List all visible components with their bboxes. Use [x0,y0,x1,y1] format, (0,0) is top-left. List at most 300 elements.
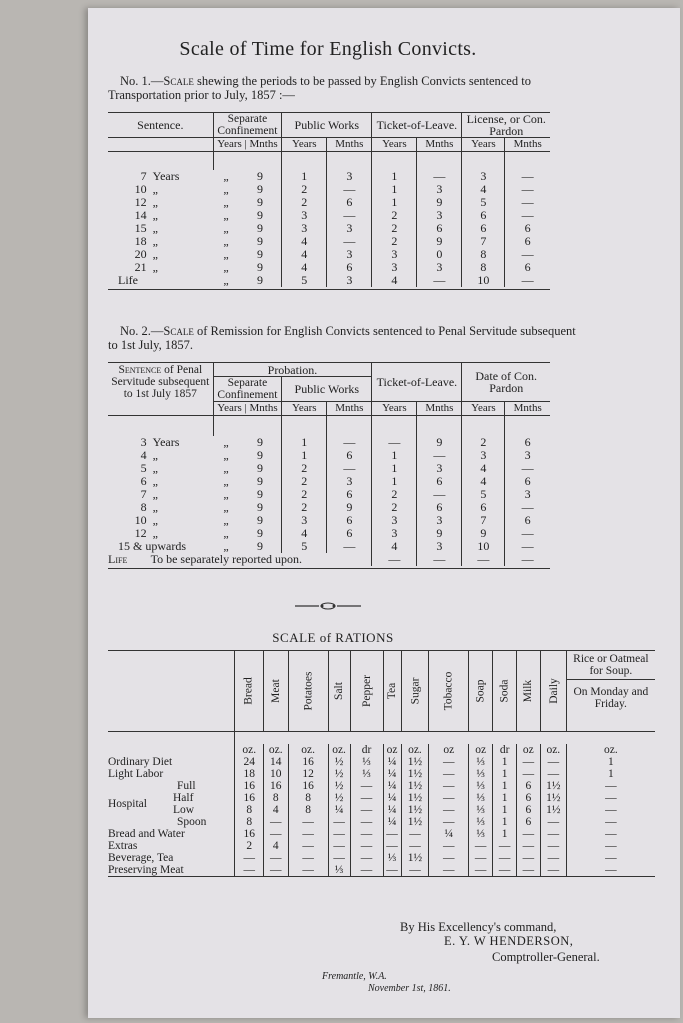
scale2-life-dash-4: — [505,553,550,566]
scale1-cell: 7 [462,235,505,248]
scale2-cell: 2 [372,501,417,514]
rations-cell: ¼ [328,804,350,816]
scale2-cell: 6 [417,475,462,488]
scale2-cell: 12 [134,526,147,540]
rations-row-label: Extras [108,840,138,852]
rations-unit: oz [517,744,540,756]
scale2-cell: — [505,462,550,475]
rations-cell: ¼ [383,768,401,780]
scale1-sub-years-1: Years [217,138,242,150]
scale1-cell: 4 [462,183,505,196]
scale2-cell: „ [223,474,229,488]
scale1-cell: 2 [372,222,417,235]
scale1-cell: 21 [134,260,147,274]
scale1-cell: 5 [282,274,327,287]
rations-row-label: Light Labor [108,768,164,780]
scale1-cell: 4 [282,235,327,248]
scale2-sub-years-4: Years [462,402,505,416]
scale2-cell: 4 [462,462,505,475]
scale1-cell: — [505,183,550,196]
scale2-cell: 2 [462,436,505,449]
scale1-sub-years-4: Years [462,138,505,152]
scale2-cell: 8 [140,500,147,514]
scale2-cell: 4 [462,475,505,488]
scale1-cell: — [505,196,550,209]
scale2-cell: Years [152,435,180,449]
rations-cell: — [567,780,655,792]
rations-cell: — [328,852,350,864]
scale2-sub-mnths-3: Mnths [417,402,462,416]
rations-row-label: Preserving Meat [108,864,184,876]
scale2-cell: 9 [417,436,462,449]
scale1-cell: 10 [462,274,505,287]
scale1-cell: „ [152,234,158,248]
rations-col-soda: Soda [493,651,517,732]
scale1-cell: 9 [257,182,264,196]
scale1-cell: 1 [372,196,417,209]
scale1-cell: Years [152,169,180,183]
scale2-cell: 10 [134,513,147,527]
scale2-sub-years-3: Years [372,402,417,416]
rations-cell: 1 [493,828,517,840]
rations-cell: 1½ [401,804,429,816]
scale1-cell: 8 [462,248,505,261]
rations-cell: — [540,864,567,877]
scale1-cell: „ [152,260,158,274]
scale2-intro-text: of Remission for English Convicts sentenced to Penal Servitude subsequent to 1st July, 1857. [108,324,576,352]
scale2-cell: „ [152,461,158,475]
scale1-cell: 8 [462,261,505,274]
rations-cell: 16 [288,780,328,792]
scale1-cell: 3 [417,209,462,222]
rations-unit: oz [383,744,401,756]
scale1-cell: „ [223,195,229,209]
rations-cell: — [540,840,567,852]
rations-cell: ⅓ [328,864,350,877]
rations-cell: 16 [288,756,328,768]
rations-row [108,768,655,780]
scale2-life-label: Life [108,552,128,566]
scale1-cell: „ [152,195,158,209]
footer-command: By His Excellency's command, [400,920,557,934]
rations-cell: ⅓ [469,804,493,816]
footer-name: E. Y. W HENDERSON, [444,934,574,948]
scale2-header-ticket: Ticket-of-Leave. [372,363,462,402]
scale1-cell: 3 [372,248,417,261]
rations-cell: — [350,792,383,804]
rations-cell: 1 [493,756,517,768]
scale1-cell: 4 [282,248,327,261]
rations-cell: 1 [493,780,517,792]
scale1-cell: — [505,170,550,183]
rations-cell: — [517,852,540,864]
scale1-cell: 6 [505,222,550,235]
rations-cell: 10 [263,768,288,780]
rations-cell: — [350,840,383,852]
scale1-cell: — [327,235,372,248]
scale2-cell: 3 [140,435,147,449]
scale2-cell: — [505,540,550,553]
scale1-cell: — [417,170,462,183]
rations-row-label: Spoon [176,816,207,828]
rations-cell: 1½ [540,792,567,804]
rations-row [108,804,655,816]
scale2-sub-mnths-2: Mnths [327,402,372,416]
scale1-cell: „ [223,260,229,274]
scale1-cell: 3 [327,170,372,183]
scale2-cell: 6 [327,488,372,501]
scale1-intro-text: shewing the periods to be passed by English Convicts sentenced to Transportation prior to July, 1857 :— [108,74,531,102]
scale2-cell: 3 [462,449,505,462]
scale2-cell: 3 [327,475,372,488]
rations-cell: ⅓ [383,852,401,864]
scale2-cell: 9 [462,527,505,540]
scale1-cell: 6 [462,209,505,222]
rations-cell: — [567,864,655,877]
scale1-cell: 1 [282,170,327,183]
scale2-cell: 6 [462,501,505,514]
scale1-cell: 6 [417,222,462,235]
scale2-cell: 3 [372,527,417,540]
rations-cell: — [288,840,328,852]
rations-cell: 8 [288,804,328,816]
rations-cell: — [517,864,540,877]
rations-cell: — [567,828,655,840]
rations-cell: 1½ [540,804,567,816]
scale1-cell: 9 [257,208,264,222]
scale1-table: Sentence. Separate Confinement Public Works Ticket-of-Leave. License, or Con. Pardon Years | Mnths Years Mnths Years Mnths Years Mnths 7 Years „ 9 1 3 1 — 3 — 10 „ „ 9 2 — 1 3 4 — 12 „ „ 9 2 6 1 9 5 — 14 „ „ 9 3 — 2 3 6 — 15 „ „ 9 3 3 2 6 6 6 18 „ „ 9 4 — 2 9 7 6 20 „ „ 9 4 3 3 0 8 — 21 „ „ 9 4 6 3 3 8 6 Life „ 9 5 3 4 — 10 — [108,112,550,290]
rations-cell: — [429,780,469,792]
rations-cell: — [328,828,350,840]
scale2-sub-years-2: Years [282,402,327,416]
rations-cell: 8 [263,792,288,804]
rations-hospital-label: Hospital [108,798,147,810]
scale2-sub-mnths-4: Mnths [505,402,550,416]
scale2-cell: „ [223,435,229,449]
scale1-cell: 6 [505,235,550,248]
scale2-cell: „ [152,513,158,527]
rations-row-label: Ordinary Diet [108,756,173,768]
rations-cell: 1½ [401,756,429,768]
scale1-cell: 12 [134,195,147,209]
rations-cell: 6 [517,792,540,804]
scale1-cell: — [417,274,462,287]
scale2-cell: — [505,527,550,540]
rations-cell: ¼ [383,816,401,828]
rations-cell: — [429,756,469,768]
scale1-cell: — [327,183,372,196]
scale1-header-sentence: Sentence. [108,113,213,138]
rations-col-daily: Daily [540,651,567,732]
scale1-cell: „ [223,234,229,248]
document-page [88,8,680,1018]
scale2-cell: 5 [282,540,327,553]
scale1-sub-years-3: Years [372,138,417,152]
scale1-cell: „ [223,169,229,183]
rations-cell: — [540,828,567,840]
scale1-cell: 2 [372,235,417,248]
rations-cell: — [235,852,263,864]
rations-cell: ¼ [429,828,469,840]
rations-cell: 18 [235,768,263,780]
rations-cell: 1½ [401,852,429,864]
scale1-cell: 1 [372,183,417,196]
scale2-cell: 10 [462,540,505,553]
rations-cell: — [493,864,517,877]
scale2-cell: 2 [372,488,417,501]
rations-cell: 12 [288,768,328,780]
scale2-cell: 3 [372,514,417,527]
scale1-cell: „ [223,247,229,261]
scale2-cell: 9 [257,526,264,540]
scale2-header-separate: Separate Confinement [213,377,282,402]
rations-row-label: Low [172,804,195,816]
rations-cell: ½ [328,756,350,768]
rations-col-soap: Soap [469,651,493,732]
rations-cell: — [493,852,517,864]
rations-cell: — [328,840,350,852]
scale2-cell: „ [223,461,229,475]
scale1-cell: 3 [282,209,327,222]
scale1-cell: 3 [327,222,372,235]
rations-cell: — [288,864,328,877]
rations-cell: — [540,852,567,864]
rations-cell: — [401,864,429,877]
scale1-cell: 6 [327,196,372,209]
scale1-cell: „ [223,208,229,222]
rations-cell: — [383,840,401,852]
scale1-header-separate: Separate Confinement [213,113,282,138]
scale1-cell: — [327,209,372,222]
rations-cell: — [235,864,263,877]
scale2-cell: 6 [417,501,462,514]
rations-col-potatoes: Potatoes [288,651,328,732]
rations-unit: dr [350,744,383,756]
scale1-cell: 3 [327,274,372,287]
rations-row [108,780,655,792]
scale2-life-dash-3: — [462,553,505,566]
rations-cell: 6 [517,816,540,828]
rations-col-meat: Meat [263,651,288,732]
scale2-cell: 3 [282,514,327,527]
rations-cell: 4 [263,804,288,816]
scale2-cell: 9 [257,487,264,501]
rations-row [108,828,655,840]
scale2-cell: — [372,436,417,449]
rations-col-tea: Tea [383,651,401,732]
rations-cell: — [263,864,288,877]
rations-cell: 1½ [401,768,429,780]
scale1-cell: 15 [134,221,147,235]
rations-cell: — [288,828,328,840]
rations-cell: ⅓ [350,768,383,780]
rations-cell: ½ [328,768,350,780]
scale1-intro [108,74,578,102]
rations-cell: 6 [517,804,540,816]
rations-cell: ¼ [383,780,401,792]
scale1-cell: 3 [417,183,462,196]
rations-cell: — [263,816,288,828]
rations-unit: oz. [401,744,429,756]
scale2-cell: 9 [257,474,264,488]
scale2-cell: 6 [140,474,147,488]
rations-cell: 4 [263,840,288,852]
rations-cell: — [567,804,655,816]
rations-cell: — [328,816,350,828]
scale2-intro-no: No. 2.— [120,324,164,338]
rations-cell: — [429,864,469,877]
scale2-cell: 9 [257,448,264,462]
scale2-cell: 6 [327,514,372,527]
rations-row [108,840,655,852]
scale1-cell: 1 [372,170,417,183]
rations-unit: oz [469,744,493,756]
rations-col-bread: Bread [235,651,263,732]
rations-cell: — [540,768,567,780]
scale2-cell: — [417,449,462,462]
scale1-cell: 9 [417,235,462,248]
scale2-cell: 9 [257,513,264,527]
rations-cell: — [383,828,401,840]
scale2-cell: 9 [417,527,462,540]
footer-office: Comptroller-General. [492,950,600,964]
scale1-cell: 9 [257,273,264,287]
scale2-cell: 9 [327,501,372,514]
rations-cell: ¼ [383,756,401,768]
rations-cell: 8 [288,792,328,804]
scale1-cell: 3 [327,248,372,261]
scale2-intro-scale: Scale [163,324,194,338]
page-title: Scale of Time for English Convicts. [179,38,477,60]
rations-row-label: Bread and Water [108,828,185,840]
rations-cell: ⅓ [469,768,493,780]
scale1-intro-no: No. 1.— [120,74,164,88]
rations-cell: — [429,804,469,816]
rations-cell: — [350,780,383,792]
rations-cell: — [540,816,567,828]
rations-row [108,756,655,768]
scale1-sub-mnths-2: Mnths [327,138,372,152]
rations-cell: 1½ [401,816,429,828]
scale2-cell: 3 [505,449,550,462]
rations-cell: ⅓ [469,816,493,828]
scale1-cell: 7 [140,169,147,183]
scale2-cell: „ [223,487,229,501]
rations-cell: 16 [235,780,263,792]
scale2-cell: 3 [417,462,462,475]
rations-cell: 8 [235,804,263,816]
scale1-header-ticket: Ticket-of-Leave. [372,113,462,138]
rations-cell: — [567,840,655,852]
rations-unit: dr [493,744,517,756]
scale1-cell: 2 [372,209,417,222]
rations-row [108,816,655,828]
rations-cell: 8 [235,816,263,828]
scale2-cell: — [417,488,462,501]
rations-row [108,792,655,804]
rations-cell: — [469,852,493,864]
rations-row-label: Half [172,792,194,804]
rations-unit: oz. [288,744,328,756]
rations-cell: — [429,816,469,828]
rations-units-row [108,744,655,756]
ornament-divider [293,601,363,611]
rations-col-salt: Salt [328,651,350,732]
scale2-cell: „ [152,448,158,462]
scale2-cell: 7 [462,514,505,527]
scale1-cell: „ [152,247,158,261]
scale2-cell: 1 [282,436,327,449]
rations-cell: — [350,828,383,840]
scale2-cell: 1 [372,449,417,462]
scale2-cell: 2 [282,488,327,501]
scale2-life-dash-1: — [372,553,417,566]
rations-cell: — [469,840,493,852]
scale1-cell: „ [223,182,229,196]
scale1-sub-years-2: Years [282,138,327,152]
scale1-cell: „ [152,208,158,222]
scale1-cell: 9 [257,260,264,274]
rations-cell: 16 [235,792,263,804]
scale2-cell: — [327,540,372,553]
rations-unit: oz. [328,744,350,756]
scale2-cell: 5 [462,488,505,501]
scale2-cell: 4 [372,540,417,553]
scale1-header-license: License, or Con. Pardon [462,113,550,138]
scale2-intro [108,324,578,352]
scale1-cell: 18 [134,234,147,248]
rations-title: SCALE of RATIONS [272,630,394,645]
scale1-cell: 6 [327,261,372,274]
scale1-cell: — [505,248,550,261]
rations-unit: oz [429,744,469,756]
rations-cell: — [567,816,655,828]
rations-unit: oz. [567,744,655,756]
scale2-cell: „ [152,487,158,501]
rations-cell: — [567,792,655,804]
rations-cell: — [469,864,493,877]
rations-cell: 16 [263,780,288,792]
rations-cell: — [429,792,469,804]
scale1-cell: 10 [134,182,147,196]
scale2-cell: 7 [140,487,147,501]
rations-col-pepper: Pepper [350,651,383,732]
rations-cell: — [350,804,383,816]
scale2-cell: — [327,462,372,475]
rations-cell: — [429,768,469,780]
scale2-cell: 9 [257,435,264,449]
rations-cell: ¼ [383,792,401,804]
footer-place: Fremantle, W.A. [322,971,387,982]
scale2-sub-years-1: Years [217,402,242,414]
rations-cell: ½ [328,780,350,792]
rations-cell: — [540,756,567,768]
rations-unit: oz. [540,744,567,756]
scale2-cell: „ [223,526,229,540]
scale1-cell: — [505,209,550,222]
rations-cell: ⅓ [350,756,383,768]
rations-table [108,650,655,881]
rations-cell: ½ [328,792,350,804]
scale2-header-sentence-rest: of Penal Servitude subsequent to 1st July 1857 [111,364,210,401]
rations-cell: — [401,828,429,840]
scale1-sub-mnths-1: Mnths [249,138,278,150]
scale2-cell: 1 [372,462,417,475]
scale1-cell: 3 [462,170,505,183]
scale2-cell: 6 [327,449,372,462]
scale2-cell: 3 [505,488,550,501]
rations-col-sugar: Sugar [401,651,429,732]
